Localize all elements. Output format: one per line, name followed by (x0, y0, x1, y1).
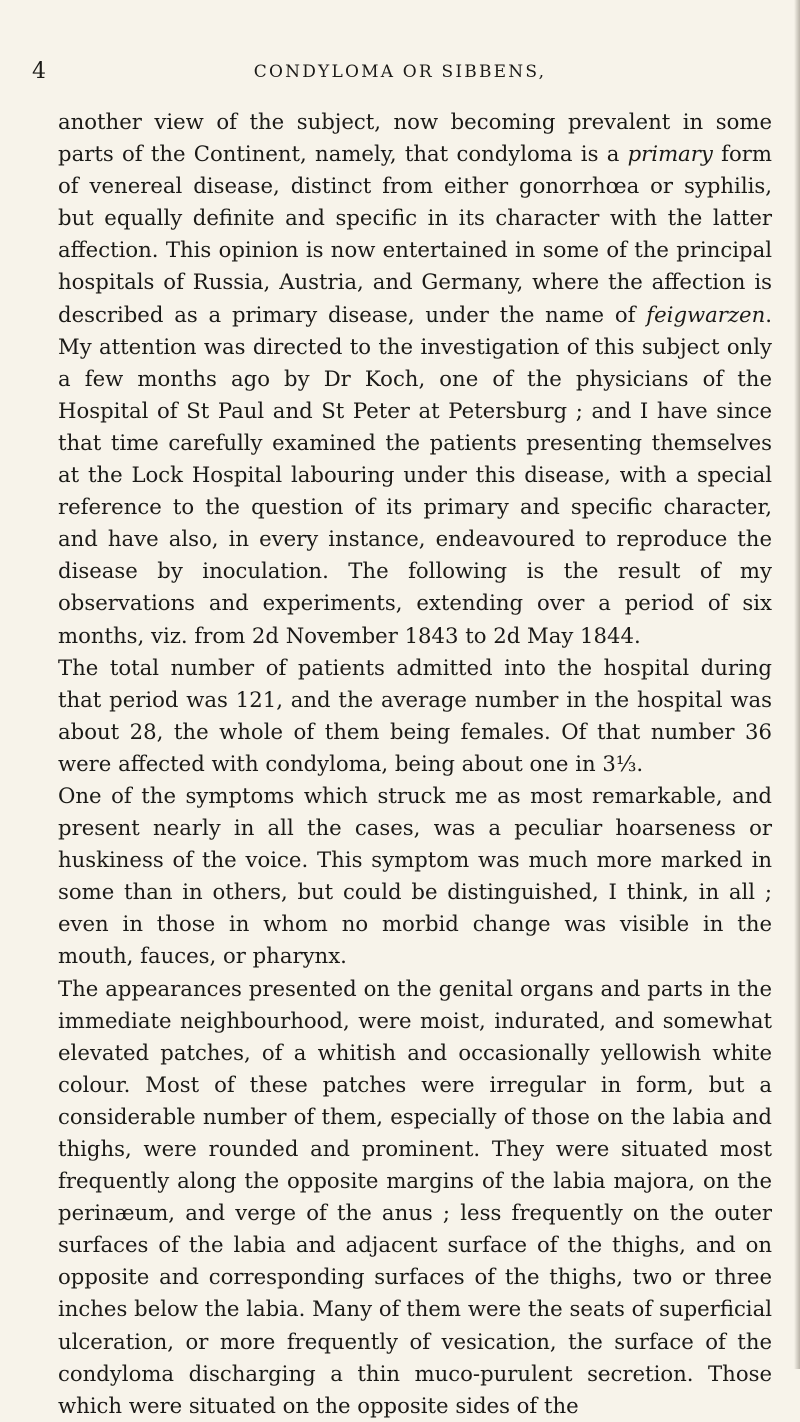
text-run: The appearances presented on the genital organs and parts in the immediate neighbourhood, were moist, indurated, and somewhat elevated patches, of a whitish and occasionally yellowish white colour. Most of these patches were irregular in form, but a considerable number of them, especially of those on the labia and thighs, were rounded and prominent. They were situated most frequently along the opposite margins of the labia majora, on the perinæum, and verge of the anus ; less frequently on the outer surfaces of the labia and adjacent surface of the thighs, and on opposite and corresponding surfaces of the thighs, two or three inches below the labia. Many of them were the seats of superficial ulceration, or more frequently of vesication, the surface of the condyloma discharging a thin muco-purulent secretion. Those which were situated on the opposite sides of the (58, 975, 772, 1418)
text-run: . My attention was directed to the investigation of this subject only a few months ago by Dr Koch, one of the physicians of the Hospital of St Paul and St Peter at Petersburg ; and I have since that time carefully examined the patients presenting themselves at the Lock Hospital labouring under this disease, with a special reference to the question of its primary and specific character, and have also, in every instance, endeavoured to reproduce the disease by inoculation. The following is the result of my observations and experiments, extending over a period of six months, viz. from 2d November 1843 to 2d May 1844. (58, 301, 772, 648)
text-run: another view of the subject, now becoming prevalent in some parts of the Continent, namely, that condyloma is a (58, 109, 772, 167)
paragraph-2 (58, 652, 772, 780)
page-edge-shadow (794, 0, 800, 1369)
text-run: form of venereal disease, distinct from either gonorrhœa or syphilis, but equally definite and specific in its character with the latter affection. This opinion is now entertained in some of the principal hospitals of Russia, Austria, and Germany, where the affection is described as a primary disease, under the name of (58, 141, 772, 327)
running-title: CONDYLOMA OR SIBBENS, (253, 62, 547, 82)
paragraph-1 (58, 106, 772, 652)
body-text (58, 106, 772, 1422)
paragraph-3 (58, 780, 772, 973)
text-run: One of the symptoms which struck me as most remarkable, and present nearly in all the cases, was a peculiar hoarseness or huskiness of the voice. This symptom was much more marked in some than in others, but could be distinguished, I think, in all ; even in those in whom no morbid change was visible in the mouth, fauces, or pharynx. (58, 782, 772, 969)
page-number: 4 (32, 59, 46, 84)
text-run: The total number of patients admitted into the hospital during that period was 121, and the average number in the hospital was about 28, the whole of them being females. Of that number 36 were affected with condyloma, being about one in 3⅓. (58, 654, 772, 776)
italic-term: primary (627, 141, 713, 167)
page-header (32, 58, 768, 86)
italic-term: feigwarzen (646, 301, 766, 327)
paragraph-4 (58, 973, 772, 1422)
